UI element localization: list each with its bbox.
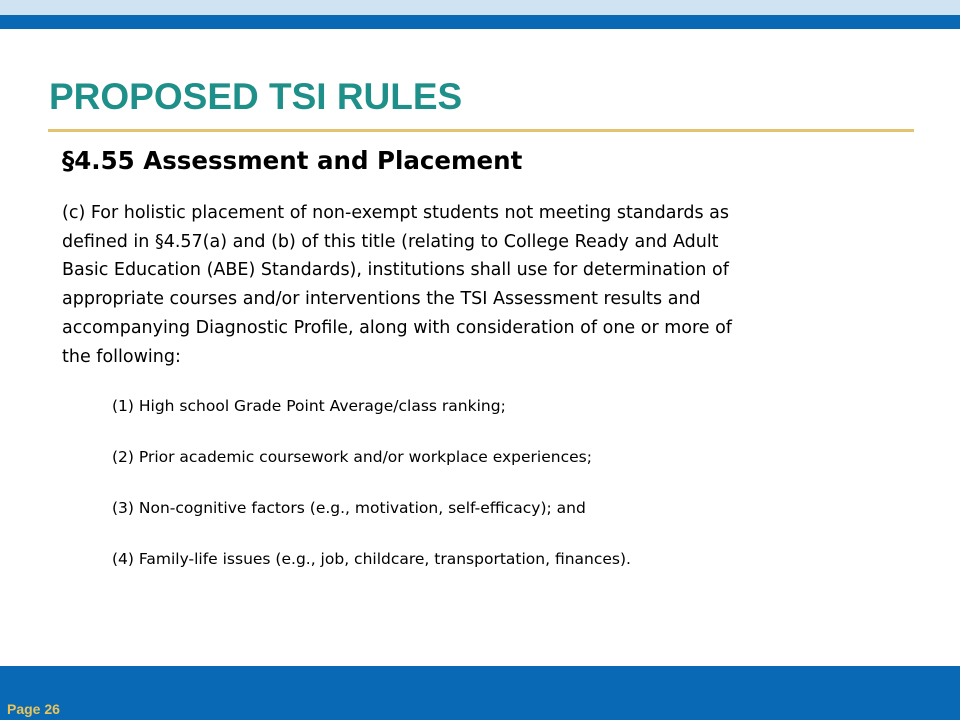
paragraph-line: accompanying Diagnostic Profile, along with consideration of one or more of — [62, 317, 732, 338]
list-item: (1) High school Grade Point Average/class ranking; — [112, 397, 506, 415]
list-item: (3) Non-cognitive factors (e.g., motivation, self-efficacy); and — [112, 499, 586, 517]
slide-title: PROPOSED TSI RULES — [49, 76, 463, 117]
header-band-light — [0, 0, 960, 15]
paragraph-line: Basic Education (ABE) Standards), institutions shall use for determination of — [62, 260, 729, 281]
paragraph-line: (c) For holistic placement of non-exempt students not meeting standards as — [62, 203, 729, 223]
paragraph-line: defined in §4.57(a) and (b) of this title (relating to College Ready and Adult — [62, 231, 719, 252]
body-paragraph — [62, 199, 882, 371]
title-divider — [48, 129, 914, 132]
section-heading: §4.55 Assessment and Placement — [62, 146, 523, 175]
list-item: (2) Prior academic coursework and/or workplace experiences; — [112, 448, 592, 466]
paragraph-line: appropriate courses and/or interventions the TSI Assessment results and — [62, 289, 701, 310]
header-band-dark — [0, 15, 960, 29]
paragraph-line: the following: — [62, 346, 181, 367]
criteria-list — [112, 397, 631, 601]
page-number: Page 26 — [7, 701, 60, 717]
list-item: (4) Family-life issues (e.g., job, childcare, transportation, finances). — [112, 550, 631, 568]
footer-band — [0, 666, 960, 720]
